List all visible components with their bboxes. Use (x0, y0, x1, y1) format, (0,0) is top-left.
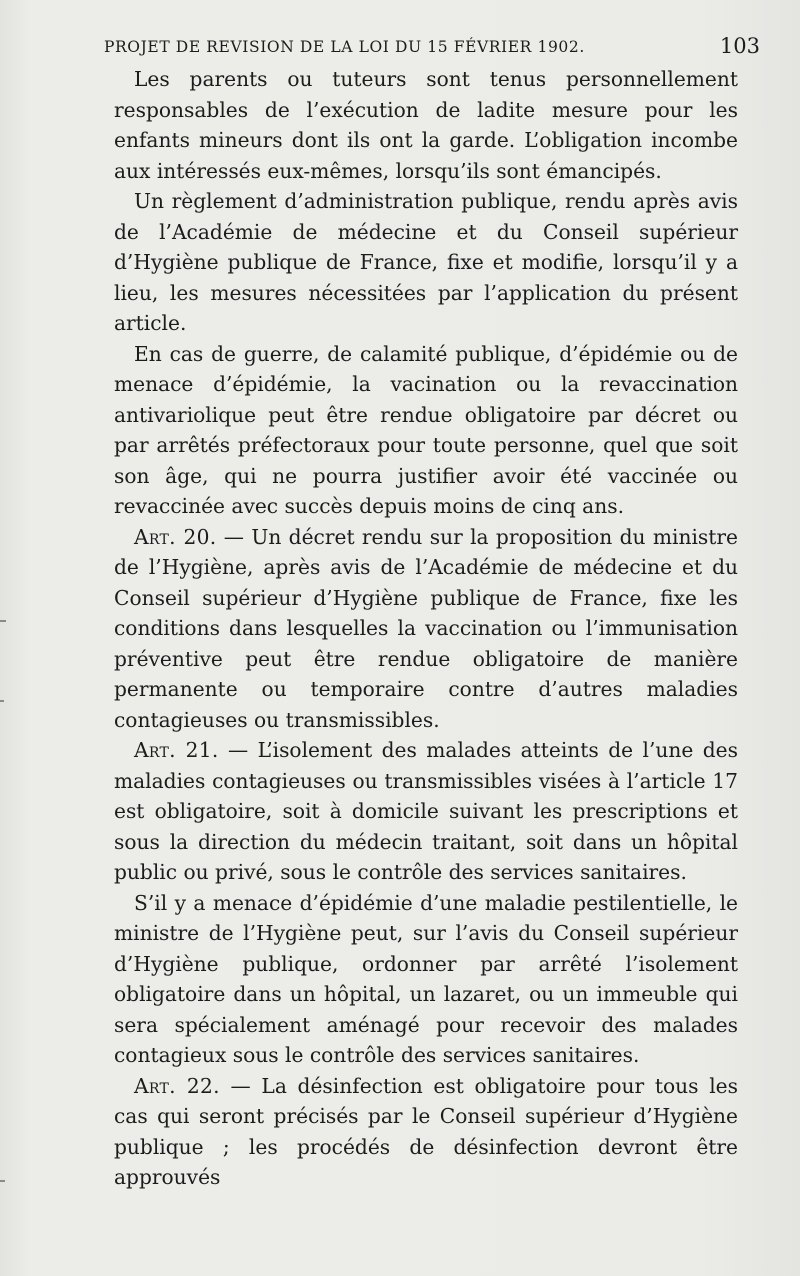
running-header (104, 34, 760, 64)
paragraph (114, 186, 738, 339)
paragraph-text: — La désinfection est obligatoire pour tous les cas qui seront précisés par le Conseil supérieur d’Hygiène publique ; les procédés de désinfection devront être approuvés (114, 1073, 738, 1189)
scan-edge-mark (0, 1180, 5, 1182)
scan-edge-mark (0, 620, 6, 622)
paragraph-text: S’il y a menace d’épidémie d’une maladie pestilentielle, le ministre de l’Hygiène peut, sur l’avis du Conseil supérieur d’Hygiène publique, ordonner par arrêté l’isolement obligatoire dans un hôpital, un lazaret, ou un immeuble qui sera spécialement aménagé pour recevoir des malades contagieux sous le contrôle des services sanitaires. (114, 890, 738, 1067)
paragraph-text: — L’isolement des malades atteints de l’une des maladies contagieuses ou transmissibles visées à l’article 17 est obligatoire, soit à domicile suivant les prescriptions et sous la direction du médecin traitant, soit dans un hôpital public ou privé, sous le contrôle des services sanitaires. (114, 738, 738, 884)
article-paragraph (114, 522, 738, 736)
paragraph-text: En cas de guerre, de calamité publique, d’épidémie ou de menace d’épidémie, la vacination ou la revaccination antivariolique peut être rendue obligatoire par décret ou par arrêtés préfectoraux pour toute personne, quel que soit son âge, qui ne pourra justifier avoir été vaccinée ou revaccinée avec succès depuis moins de cinq ans. (114, 341, 738, 518)
paragraph (114, 888, 738, 1071)
paragraph-text: — Un décret rendu sur la proposition du ministre de l’Hygiène, après avis de l’Académie de médecine et du Conseil supérieur d’Hygiène publique de France, fixe les conditions dans lesquelles la vaccination ou l’immunisation préventive peut être rendue obligatoire de manière permanente ou temporaire contre d’autres maladies contagieuses ou transmissibles. (114, 524, 738, 732)
running-title: PROJET DE REVISION DE LA LOI DU 15 FÉVRIER 1902. (104, 38, 585, 56)
paragraph-text: Un règlement d’administration publique, rendu après avis de l’Académie de médecine et du Conseil supérieur d’Hygiène publique de France, fixe et modifie, lorsqu’il y a lieu, les mesures nécessitées par l’application du présent article. (114, 189, 738, 335)
page-number: 103 (719, 34, 760, 58)
article-heading: Art. 22. (134, 1073, 220, 1098)
paragraph (114, 339, 738, 522)
article-paragraph (114, 1071, 738, 1193)
article-heading: Art. 20. (134, 524, 217, 549)
article-heading: Art. 21. (134, 738, 219, 762)
article-paragraph (114, 735, 738, 888)
body-text (114, 64, 738, 1193)
paragraph (114, 64, 738, 186)
scan-edge-mark (0, 700, 4, 702)
paragraph-text: Les parents ou tuteurs sont tenus personnellement responsables de l’exécution de ladite mesure pour les enfants mineurs dont ils ont la garde. L’obligation incombe aux intéressés eux-mêmes, lorsqu’ils sont émancipés. (114, 67, 738, 183)
